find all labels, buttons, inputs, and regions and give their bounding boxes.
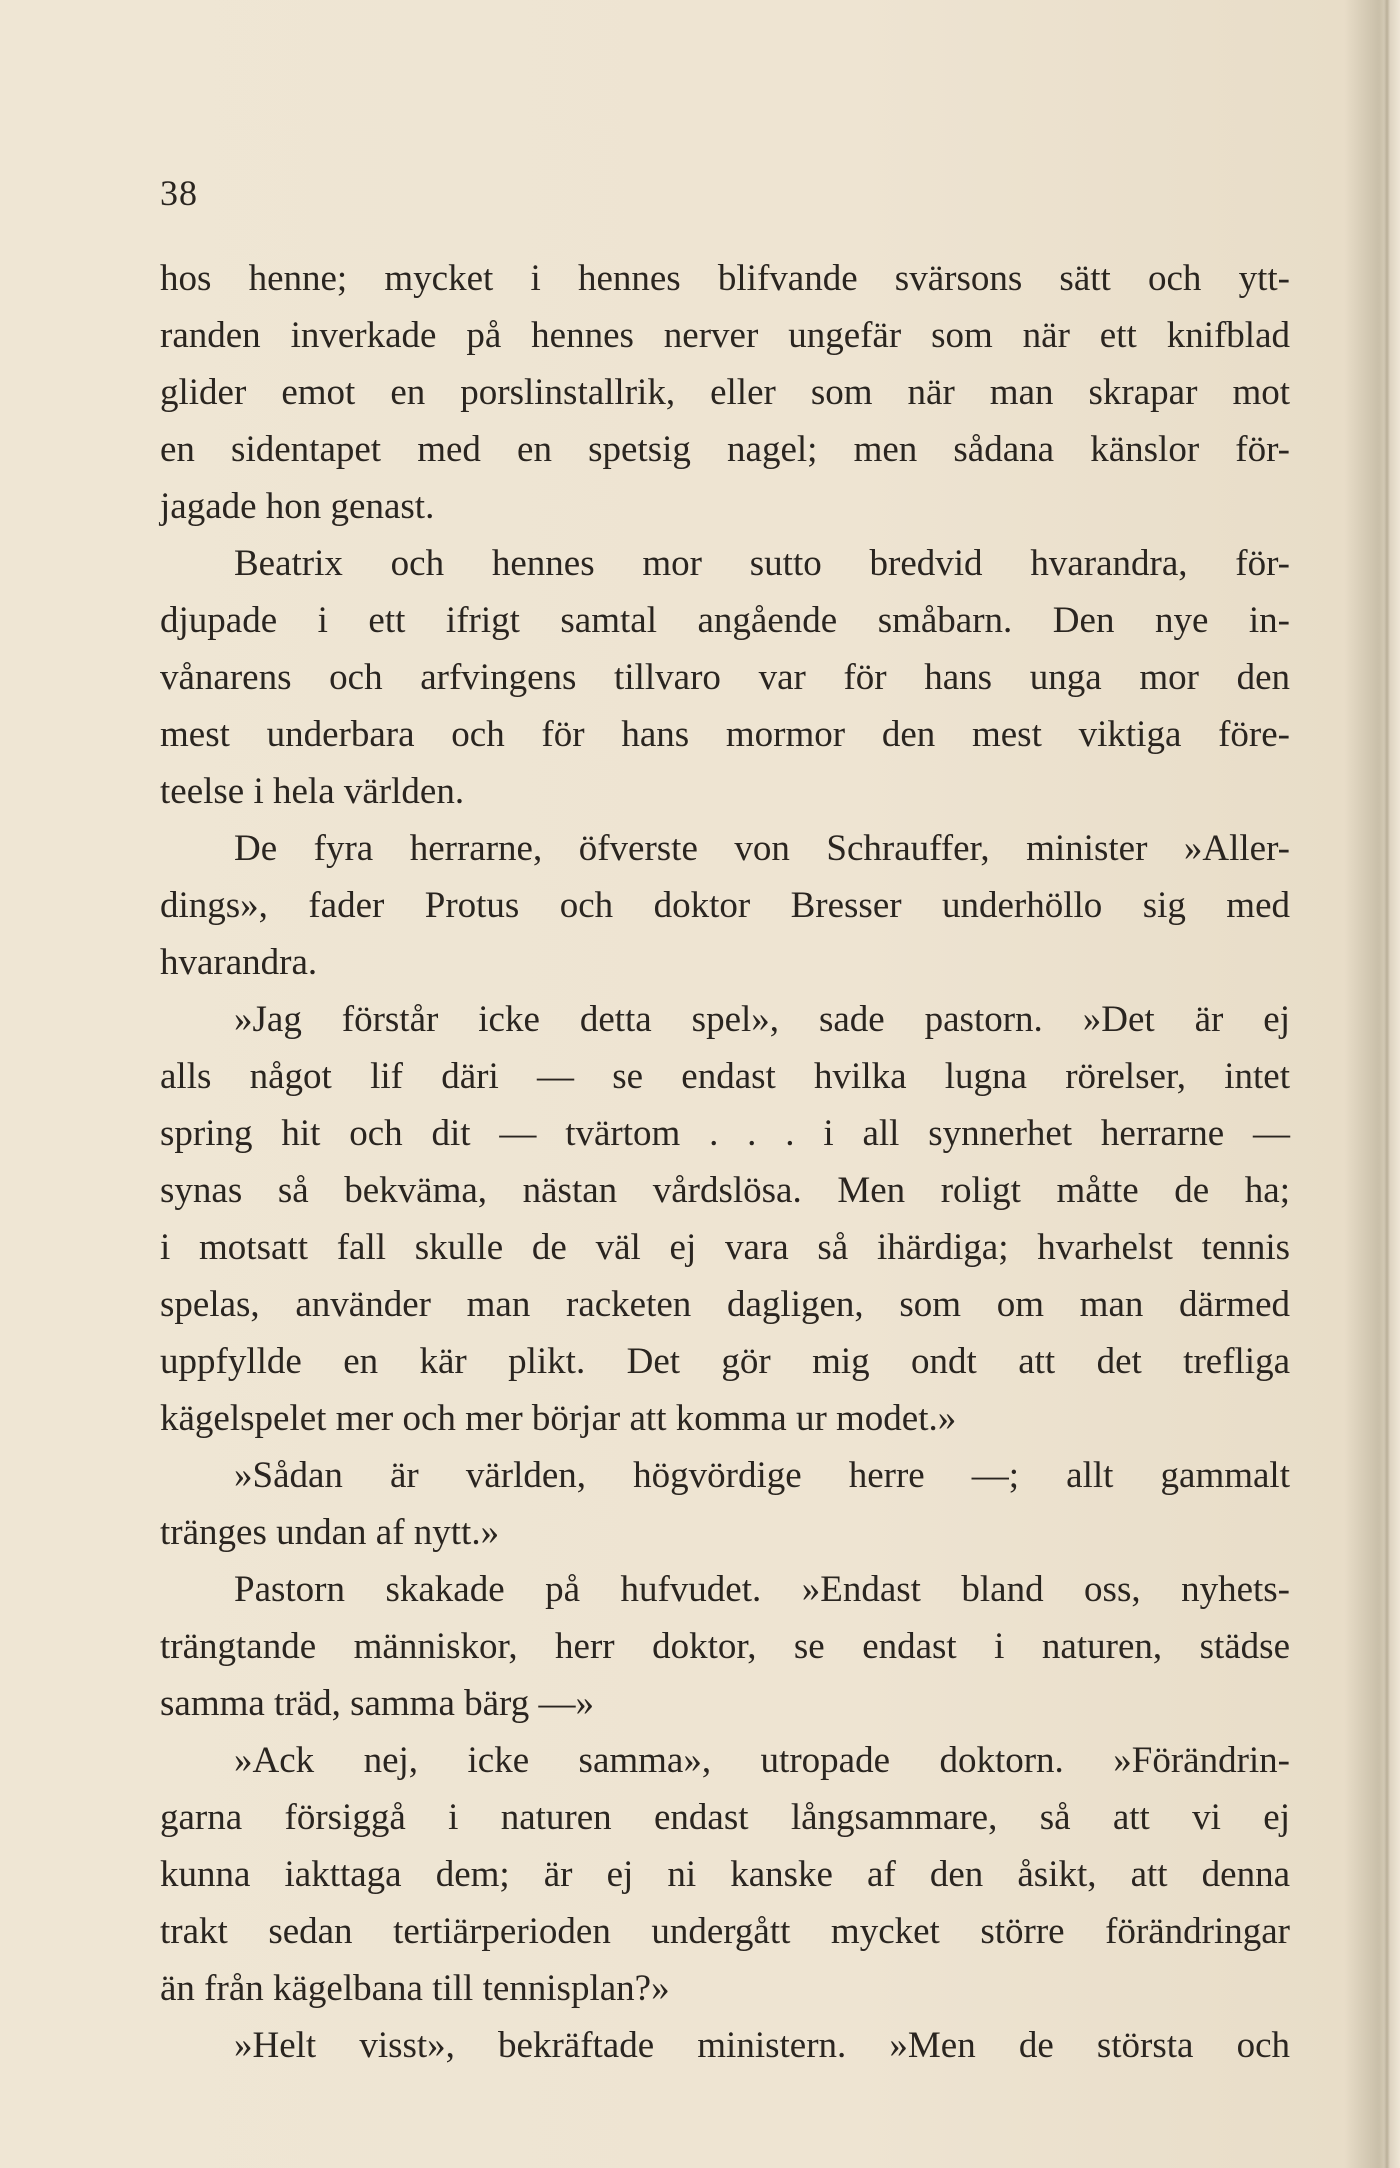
body-text <box>160 250 1290 2074</box>
text-line: jagade hon genast. <box>160 486 435 527</box>
text-line: Pastorn skakade på hufvudet. »Endast bland oss, nyhets- <box>160 1569 1290 1610</box>
text-line: kunna iakttaga dem; är ej ni kanske af den åsikt, att denna <box>160 1854 1290 1895</box>
page-edge-shadow <box>1384 0 1390 2168</box>
text-line: hvarandra. <box>160 942 318 983</box>
text-line: Beatrix och hennes mor sutto bredvid hvarandra, för- <box>160 543 1290 584</box>
text-line: i motsatt fall skulle de väl ej vara så ihärdiga; hvarhelst tennis <box>160 1227 1290 1268</box>
text-line: trängtande människor, herr doktor, se endast i naturen, städse <box>160 1626 1290 1667</box>
text-line: alls något lif däri — se endast hvilka lugna rörelser, intet <box>160 1056 1290 1097</box>
text-line: än från kägelbana till tennisplan?» <box>160 1968 670 2009</box>
text-line: glider emot en porslinstallrik, eller som när man skrapar mot <box>160 372 1290 413</box>
text-line: dings», fader Protus och doktor Bresser underhöllo sig med <box>160 885 1290 926</box>
text-line: synas så bekväma, nästan vårdslösa. Men roligt måtte de ha; <box>160 1170 1290 1211</box>
text-line: mest underbara och för hans mormor den mest viktiga före- <box>160 714 1290 755</box>
text-line: uppfyllde en kär plikt. Det gör mig ondt att det trefliga <box>160 1341 1290 1382</box>
text-line: hos henne; mycket i hennes blifvande svärsons sätt och ytt- <box>160 258 1290 299</box>
text-line: garna försiggå i naturen endast långsammare, så att vi ej <box>160 1797 1290 1838</box>
text-line: trakt sedan tertiärperioden undergått mycket större förändringar <box>160 1911 1290 1952</box>
text-line: tränges undan af nytt.» <box>160 1512 500 1553</box>
text-line: vånarens och arfvingens tillvaro var för hans unga mor den <box>160 657 1290 698</box>
page-number: 38 <box>160 173 198 213</box>
text-line: samma träd, samma bärg —» <box>160 1683 594 1724</box>
text-line: »Ack nej, icke samma», utropade doktorn. »Förändrin- <box>160 1740 1290 1781</box>
text-line: »Helt visst», bekräftade ministern. »Men de största och <box>160 2025 1290 2066</box>
text-line: teelse i hela världen. <box>160 771 465 812</box>
text-line: spring hit och dit — tvärtom . . . i all synnerhet herrarne — <box>160 1113 1290 1154</box>
text-line: kägelspelet mer och mer börjar att komma ur modet.» <box>160 1398 957 1439</box>
text-line: »Sådan är världen, högvördige herre —; allt gammalt <box>160 1455 1290 1496</box>
text-line: randen inverkade på hennes nerver ungefär som när ett knifblad <box>160 315 1290 356</box>
text-line: De fyra herrarne, öfverste von Schrauffer, minister »Aller- <box>160 828 1290 869</box>
text-line: djupade i ett ifrigt samtal angående småbarn. Den nye in- <box>160 600 1290 641</box>
text-line: en sidentapet med en spetsig nagel; men sådana känslor för- <box>160 429 1290 470</box>
text-line: spelas, använder man racketen dagligen, som om man därmed <box>160 1284 1290 1325</box>
text-line: »Jag förstår icke detta spel», sade pastorn. »Det är ej <box>160 999 1290 1040</box>
